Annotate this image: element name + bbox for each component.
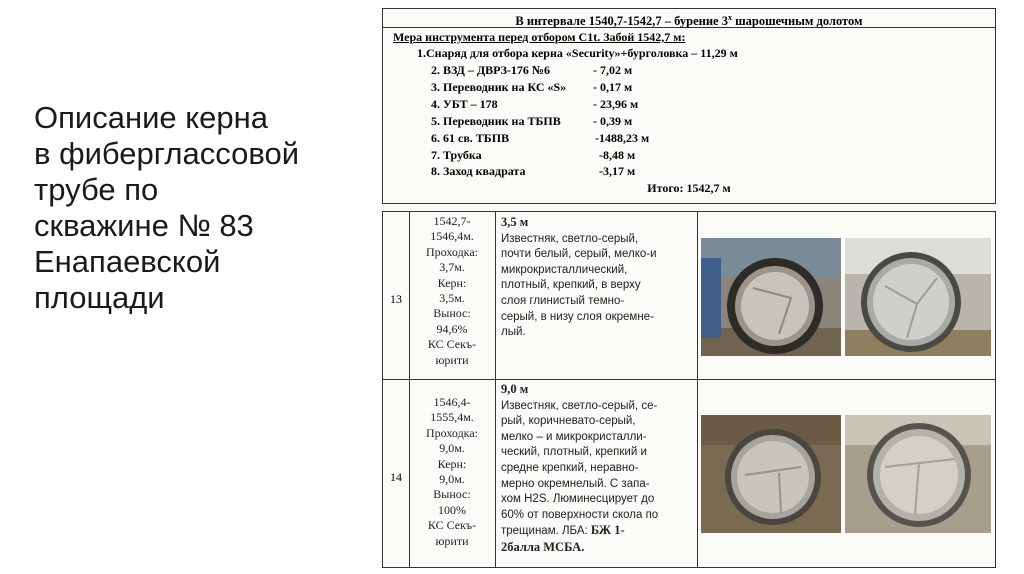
interval-header-sup: х — [727, 13, 732, 22]
title-line: Енапаевской — [34, 244, 221, 279]
desc-bold: 2балла МСБА. — [501, 539, 585, 554]
row-description — [501, 215, 693, 341]
desc-line: плотный, крепкий, в верху — [501, 279, 641, 292]
desc-line: почти белый, серый, мелко-и — [501, 248, 657, 261]
measure-total: Итого: 1542,7 м — [647, 181, 731, 195]
interval-line: Проходка: — [426, 244, 478, 259]
desc-line: серый, в низу слоя окремне- — [501, 310, 654, 323]
core-length: 9,0 м — [501, 382, 529, 396]
interval-line: 1555,4м. — [430, 410, 474, 425]
title-line: в фиберглассовой — [34, 136, 300, 171]
desc-line: средне крепкий, неравно- — [501, 461, 639, 474]
desc-line: хом H2S. Люминесцирует до — [501, 493, 655, 506]
desc-line: мелко – и микрокристалли- — [501, 430, 647, 443]
measure-title: Мера инструмента перед отбором С1t. Забой 1542,7 м: — [393, 30, 686, 44]
interval-line: 94,6% — [436, 321, 468, 336]
interval-line: 1542,7- — [433, 214, 471, 228]
title-line: площади — [34, 280, 165, 315]
interval-line: Керн: — [437, 275, 467, 290]
item-value: - 0,17 м — [593, 80, 633, 94]
desc-line: Известняк, светло-серый, се- — [501, 399, 658, 412]
core-photo — [845, 415, 991, 533]
interval-line: 9,0м. — [439, 472, 465, 487]
item-value: -1488,23 м — [595, 131, 650, 145]
item-label: 3. Переводник на КС «S» — [431, 80, 567, 94]
measure-item — [417, 46, 738, 61]
measure-item — [431, 114, 633, 129]
item-label: 8. Заход квадрата — [431, 164, 526, 178]
desc-line: лый. — [501, 326, 526, 339]
item-value: - 0,39 м — [593, 114, 633, 128]
item-label: 4. УБТ – 178 — [431, 97, 498, 111]
interval-header-end: шарошечным долотом — [731, 14, 863, 29]
row-description — [501, 382, 693, 557]
measure-item — [431, 80, 633, 95]
core-rows-table — [382, 211, 996, 568]
interval-line: юрити — [435, 352, 469, 367]
item-label: 7. Трубка — [431, 148, 482, 162]
row-interval — [410, 395, 494, 549]
slide-title — [34, 100, 364, 316]
core-photo — [701, 238, 841, 356]
item-label: 2. ВЗД – ДВРЗ-176 №6 — [431, 63, 550, 77]
item-value: - 7,02 м — [593, 63, 633, 77]
interval-header — [383, 9, 995, 28]
measure-item — [431, 164, 636, 179]
core-photo — [701, 415, 841, 533]
item-value: - 23,96 м — [593, 97, 639, 111]
desc-line: 60% от поверхности скола по — [501, 508, 659, 521]
desc-line: мерно окремнелый. С запа- — [501, 477, 650, 490]
interval-line: Вынос: — [433, 487, 471, 502]
interval-line: юрити — [435, 533, 469, 548]
interval-line: 9,0м. — [439, 441, 465, 456]
interval-line: 100% — [438, 502, 466, 517]
measure-item — [431, 148, 636, 163]
interval-line: Керн: — [437, 456, 467, 471]
interval-line: 3,5м. — [439, 291, 465, 306]
row-number: 13 — [390, 292, 402, 306]
row-interval — [410, 214, 494, 368]
item-label: 1.Снаряд для отбора керна «Security»+бурголовка — [417, 46, 689, 60]
interval-line: 1546,4- — [433, 395, 471, 409]
item-value: -8,48 м — [599, 148, 636, 162]
item-label: 6. 61 св. ТБПВ — [431, 131, 510, 145]
interval-line: Проходка: — [426, 425, 478, 440]
core-length: 3,5 м — [501, 215, 529, 229]
desc-line: слоя глинистый темно- — [501, 294, 625, 307]
tool-measure-table — [382, 8, 996, 204]
interval-line: КС Секъ- — [427, 337, 477, 352]
interval-line: 1546,4м. — [430, 229, 474, 244]
interval-line: КС Секъ- — [427, 518, 477, 533]
measure-item — [431, 131, 650, 146]
desc-line: микрокристаллический, — [501, 263, 628, 276]
interval-line: 3,7м. — [439, 260, 465, 275]
desc-line: трещинам. ЛБА: — [501, 525, 588, 538]
item-value: -3,17 м — [599, 164, 636, 178]
scanned-document — [382, 8, 998, 568]
interval-header-text: В интервале 1540,7-1542,7 – бурение 3 — [515, 14, 728, 29]
title-line: Описание керна — [34, 100, 268, 135]
item-value: – 11,29 м — [691, 46, 738, 60]
interval-line: Вынос: — [433, 306, 471, 321]
item-label: 5. Переводник на ТБПВ — [431, 114, 561, 128]
desc-line: рый, коричневато-серый, — [501, 415, 636, 428]
title-line: трубе по — [34, 172, 159, 207]
measure-item — [431, 97, 639, 112]
measure-item — [431, 63, 633, 78]
core-photo — [845, 238, 991, 356]
title-line: скважине № 83 — [34, 208, 254, 243]
row-number: 14 — [390, 470, 402, 484]
desc-line: ческий, плотный, крепкий и — [501, 446, 647, 459]
desc-bold: БЖ 1- — [587, 523, 625, 538]
desc-line: Известняк, светло-серый, — [501, 232, 639, 245]
